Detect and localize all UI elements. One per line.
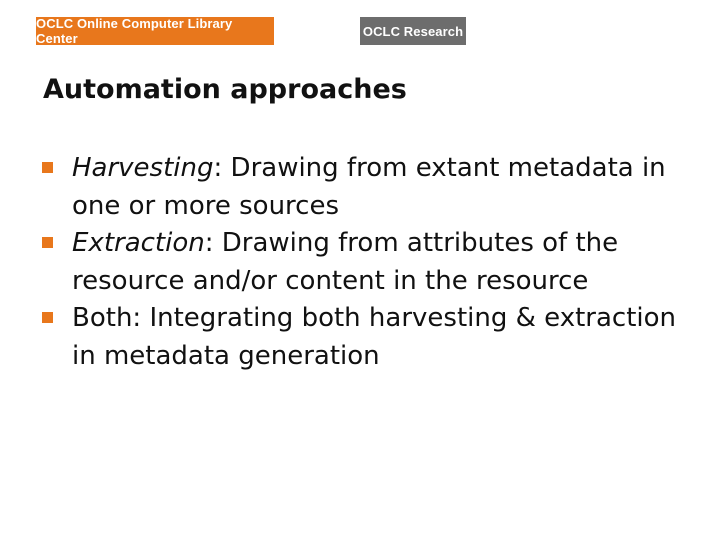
bullet-item-extraction bbox=[42, 225, 702, 300]
oclc-logo-text: OCLC Online Computer Library Center bbox=[36, 16, 233, 46]
bullet-text: Drawing from extant metadata in one or more sources bbox=[72, 153, 666, 221]
oclc-research-logo-text: OCLC Research bbox=[362, 23, 464, 39]
bullet-text: Drawing from attributes of the resource and/or content in the resource bbox=[72, 228, 619, 296]
bullet-separator: : bbox=[213, 153, 223, 183]
slide-title: Automation approaches bbox=[43, 74, 407, 105]
bullet-item-both bbox=[42, 300, 702, 375]
bullet-item-harvesting bbox=[42, 150, 702, 225]
square-bullet-icon bbox=[42, 237, 53, 248]
bullet-separator: : bbox=[204, 228, 214, 258]
bullet-text: Both: Integrating both harvesting & extraction in metadata generation bbox=[72, 303, 676, 371]
oclc-research-logo bbox=[360, 17, 466, 45]
square-bullet-icon bbox=[42, 162, 53, 173]
oclc-logo-banner bbox=[36, 17, 274, 45]
bullet-list bbox=[42, 150, 702, 375]
bullet-term: Extraction bbox=[72, 228, 205, 258]
bullet-term: Harvesting bbox=[72, 153, 214, 183]
square-bullet-icon bbox=[42, 312, 53, 323]
